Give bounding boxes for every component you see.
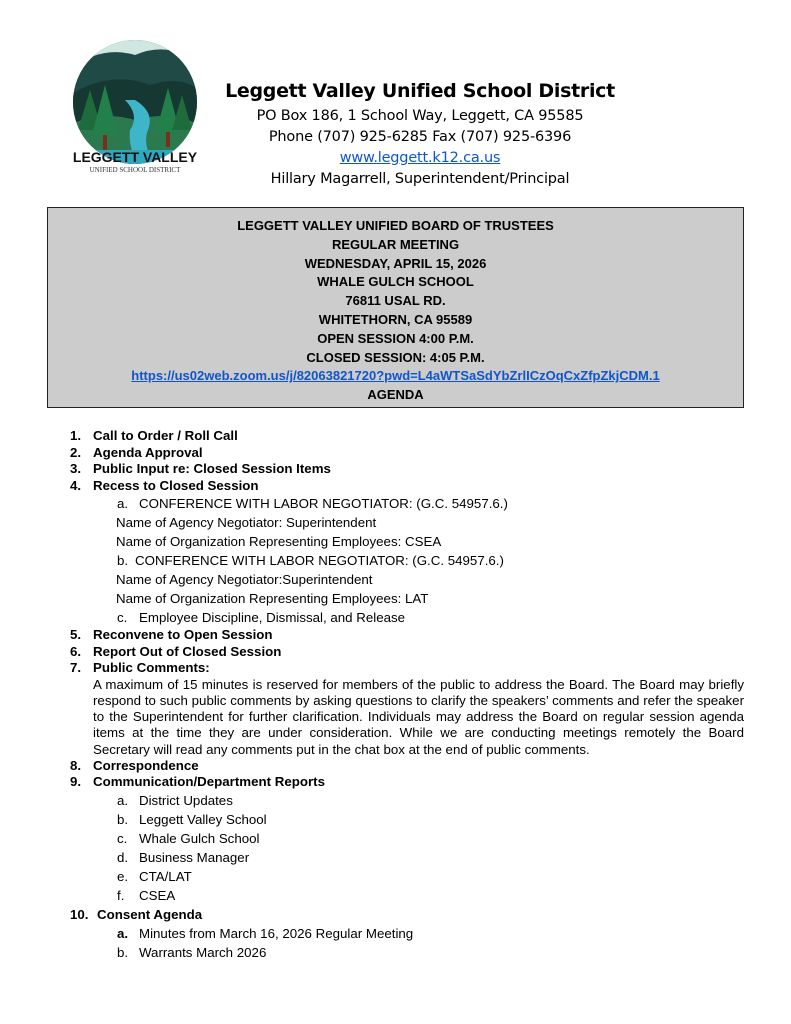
item-label: Agenda Approval bbox=[93, 444, 203, 460]
sub-label: Whale Gulch School bbox=[139, 830, 260, 846]
board-name: LEGGETT VALLEY UNIFIED BOARD OF TRUSTEES bbox=[237, 218, 554, 233]
agenda-item bbox=[70, 644, 744, 661]
item-number: 2. bbox=[70, 444, 82, 460]
open-session-time: OPEN SESSION 4:00 P.M. bbox=[317, 330, 474, 346]
logo-text: LEGGETT VALLEY bbox=[72, 149, 198, 165]
item-label: Recess to Closed Session bbox=[93, 477, 259, 493]
sub-item bbox=[70, 867, 744, 886]
sub-label: CONFERENCE WITH LABOR NEGOTIATOR: (G.C. 54957.6.) bbox=[135, 553, 504, 568]
sub-label: Employee Discipline, Dismissal, and Release bbox=[139, 610, 406, 625]
item-number: 1. bbox=[70, 428, 82, 443]
agenda-item bbox=[70, 445, 744, 462]
agenda-item bbox=[70, 758, 744, 775]
sub-item bbox=[70, 551, 744, 570]
sub-item bbox=[70, 829, 744, 848]
item-label: Public Input re: Closed Session Items bbox=[93, 461, 331, 476]
sub-item bbox=[70, 848, 744, 867]
district-phone-fax: Phone (707) 925-6285 Fax (707) 925-6396 bbox=[268, 129, 572, 145]
item-number: 7. bbox=[70, 660, 82, 675]
closed-session-time: CLOSED SESSION: 4:05 P.M. bbox=[306, 349, 485, 365]
sub-letter: a. bbox=[117, 496, 129, 511]
sub-letter: b. bbox=[117, 944, 129, 960]
svg-text:UNIFIED SCHOOL DISTRICT: UNIFIED SCHOOL DISTRICT bbox=[89, 166, 181, 174]
sub-item bbox=[70, 494, 744, 513]
agenda-item bbox=[70, 905, 744, 924]
item-label: Correspondence bbox=[93, 757, 199, 773]
item-number: 5. bbox=[70, 627, 82, 642]
meeting-street: 76811 USAL RD. bbox=[345, 293, 446, 309]
agenda-item bbox=[70, 428, 744, 445]
superintendent-name: Hillary Magarrell, Superintendent/Principal bbox=[270, 171, 570, 187]
item-label: Reconvene to Open Session bbox=[93, 627, 273, 642]
sub-letter: e. bbox=[117, 868, 129, 884]
item-number: 8. bbox=[70, 757, 82, 773]
sub-letter: f. bbox=[117, 887, 125, 903]
negotiator-line: Name of Agency Negotiator:Superintendent bbox=[116, 572, 373, 587]
sub-letter: a. bbox=[117, 925, 129, 941]
agenda-item bbox=[70, 478, 744, 495]
item-number: 10. bbox=[70, 906, 89, 922]
agenda-item bbox=[70, 660, 744, 677]
sub-letter: b. bbox=[117, 553, 129, 568]
agenda-item bbox=[70, 774, 744, 791]
sub-letter: d. bbox=[117, 849, 129, 865]
sub-letter: c. bbox=[117, 610, 128, 625]
item-label: Communication/Department Reports bbox=[93, 774, 325, 790]
item-label: Public Comments: bbox=[93, 660, 210, 675]
sub-label: Minutes from March 16, 2026 Regular Meeting bbox=[139, 925, 414, 941]
sub-letter: c. bbox=[117, 830, 128, 846]
meeting-location: WHALE GULCH SCHOOL bbox=[317, 274, 474, 290]
sub-label: CONFERENCE WITH LABOR NEGOTIATOR: (G.C. 54957.6.) bbox=[139, 496, 508, 511]
agenda-item bbox=[70, 461, 744, 478]
item-number: 4. bbox=[70, 477, 82, 493]
item-number: 3. bbox=[70, 461, 82, 476]
meeting-city: WHITETHORN, CA 95589 bbox=[318, 311, 473, 327]
district-name: Leggett Valley Unified School District bbox=[225, 80, 615, 102]
district-address: PO Box 186, 1 School Way, Leggett, CA 95585 bbox=[256, 108, 584, 124]
organization-line: Name of Organization Representing Employees: CSEA bbox=[116, 534, 442, 549]
sub-item bbox=[70, 924, 744, 943]
item-label: Consent Agenda bbox=[97, 906, 203, 922]
sub-letter: a. bbox=[117, 792, 129, 808]
sub-letter: b. bbox=[117, 811, 129, 827]
organization-line: Name of Organization Representing Employees: LAT bbox=[116, 591, 429, 606]
meeting-date: WEDNESDAY, APRIL 15, 2026 bbox=[304, 255, 487, 271]
public-comments-text: A maximum of 15 minutes is reserved for members of the public to address the Board. The Board may briefly respond to such public comments by asking questions to clarify the speakers’ comments and refer the speaker to the Superintendent for further clarification. Individuals may address the Board on regular session agenda items at the time they are under consideration. While we are conducting meetings remotely the Board Secretary will read any comments put in the chat box at the end of public comments. bbox=[93, 676, 744, 757]
sub-label: CTA/LAT bbox=[139, 868, 192, 884]
sub-item bbox=[70, 608, 744, 627]
negotiator-line: Name of Agency Negotiator: Superintendent bbox=[116, 515, 377, 530]
meeting-type: REGULAR MEETING bbox=[331, 236, 460, 252]
zoom-link[interactable]: https://us02web.zoom.us/j/82063821720?pwd=L4aWTSaSdYbZrlICzOqCxZfpZkjCDM.1 bbox=[131, 368, 660, 384]
sub-item bbox=[70, 791, 744, 810]
sub-label: Leggett Valley School bbox=[139, 811, 267, 827]
district-website-link[interactable]: www.leggett.k12.ca.us bbox=[339, 150, 501, 166]
item-number: 6. bbox=[70, 643, 82, 659]
sub-item bbox=[70, 810, 744, 829]
district-logo bbox=[70, 40, 200, 180]
meeting-header-box bbox=[47, 207, 744, 408]
sub-item bbox=[70, 943, 744, 962]
sub-label: District Updates bbox=[139, 792, 233, 808]
agenda-heading: AGENDA bbox=[367, 387, 424, 403]
letterhead bbox=[225, 80, 615, 190]
sub-label: Warrants March 2026 bbox=[139, 944, 267, 960]
sub-label: Business Manager bbox=[139, 849, 250, 865]
sub-label: CSEA bbox=[139, 887, 176, 903]
item-label: Call to Order / Roll Call bbox=[93, 428, 238, 443]
item-number: 9. bbox=[70, 774, 82, 790]
sub-item bbox=[70, 886, 744, 905]
agenda-item bbox=[70, 627, 744, 644]
item-label: Report Out of Closed Session bbox=[93, 643, 282, 659]
agenda-list bbox=[70, 428, 744, 962]
